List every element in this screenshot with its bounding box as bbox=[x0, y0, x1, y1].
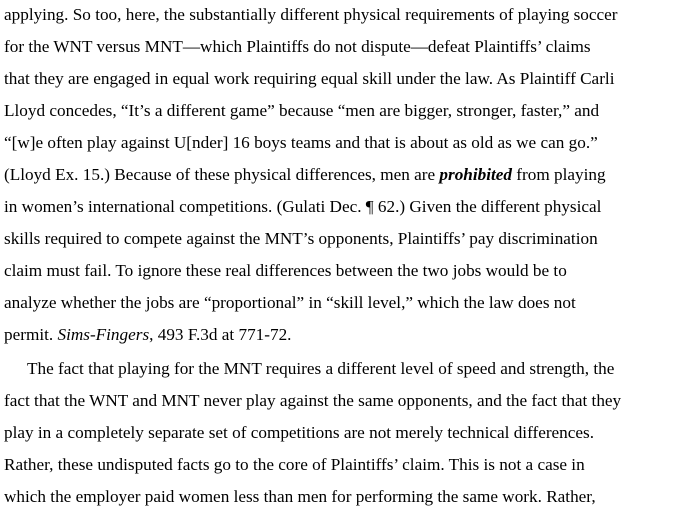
text-run: , 493 F.3d at 771-72. bbox=[149, 325, 292, 344]
text-line bbox=[4, 325, 291, 345]
text-run: The fact that playing for the MNT requires a different level of speed and strength, the bbox=[27, 359, 615, 378]
text-line bbox=[4, 423, 594, 443]
text-run: Lloyd concedes, “It’s a different game” because “men are bigger, stronger, faster,” and bbox=[4, 101, 600, 120]
text-line bbox=[4, 261, 567, 281]
text-line bbox=[4, 37, 591, 57]
text-run: permit. bbox=[4, 325, 58, 344]
text-run: Rather, these undisputed facts go to the core of Plaintiffs’ claim. This is not a case in bbox=[4, 455, 585, 474]
text-run: play in a completely separate set of competitions are not merely technical differences. bbox=[4, 423, 595, 442]
text-line bbox=[27, 359, 614, 379]
text-line bbox=[4, 165, 606, 185]
text-line bbox=[4, 69, 614, 89]
text-run: from playing bbox=[512, 165, 606, 184]
text-line bbox=[4, 133, 598, 153]
text-run: analyze whether the jobs are “proportional” in “skill level,” which the law does not bbox=[4, 293, 576, 312]
text-run: for the WNT versus MNT—which Plaintiffs do not dispute—defeat Plaintiffs’ claims bbox=[4, 37, 591, 56]
text-run: which the employer paid women less than men for performing the same work. Rather, bbox=[4, 487, 596, 506]
text-line bbox=[4, 101, 599, 121]
text-line bbox=[4, 293, 576, 313]
text-line bbox=[4, 455, 585, 475]
text-run: in women’s international competitions. (Gulati Dec. ¶ 62.) Given the different physical bbox=[4, 197, 602, 216]
text-line bbox=[4, 487, 596, 507]
case-citation: Sims-Fingers bbox=[57, 325, 150, 344]
text-run: “[w]e often play against U[nder] 16 boys teams and that is about as old as we can go.” bbox=[4, 133, 598, 152]
text-line bbox=[4, 5, 618, 25]
text-run: that they are engaged in equal work requiring equal skill under the law. As Plaintiff Carli bbox=[4, 69, 615, 88]
text-run: (Lloyd Ex. 15.) Because of these physical differences, men are bbox=[4, 165, 440, 184]
text-run: claim must fail. To ignore these real differences between the two jobs would be to bbox=[4, 261, 567, 280]
emphasized-term: prohibited bbox=[439, 165, 512, 184]
text-run: applying. So too, here, the substantially different physical requirements of playing soccer bbox=[4, 5, 618, 24]
text-run: skills required to compete against the MNT’s opponents, Plaintiffs’ pay discrimination bbox=[4, 229, 598, 248]
text-run: fact that the WNT and MNT never play against the same opponents, and the fact that they bbox=[4, 391, 622, 410]
text-line bbox=[4, 391, 621, 411]
text-line bbox=[4, 197, 601, 217]
text-line bbox=[4, 229, 598, 249]
